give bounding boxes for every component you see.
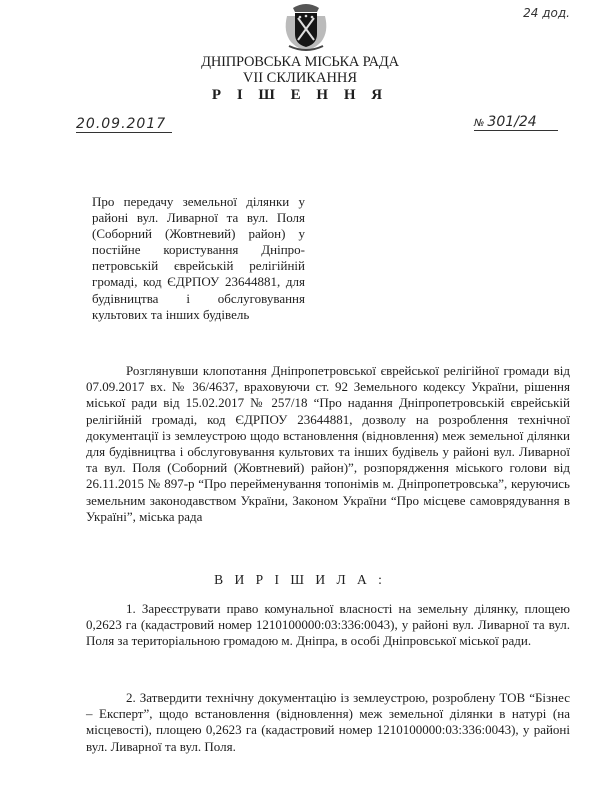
council-name: ДНІПРОВСЬКА МІСЬКА РАДА	[201, 54, 399, 70]
resolved-heading: В И Р І Ш И Л А :	[214, 572, 386, 587]
resolution-item-1: 1. Зареєструвати право комунальної власності на земельну ділянку, площею 0,2623 га (кадастровий номер 1210100000:03:336:0043), у районі вул. Ливарної та вул. Поля за територіальною громадою м. Дніпра, в особі Дніпровської міської ради.	[86, 601, 570, 649]
number-sign: №	[474, 118, 485, 129]
resolution-item-2: 2. Затвердити технічну документацію із землеустрою, розроблену ТОВ “Бізнес – Експерт”, щодо встановлення (відновлення) меж земельної ділянки в натурі (на місцевості), площею 0,2623 га (кадастровий номер 1210100000:03:336:0043), у районі вул. Ливарної та вул. Поля.	[86, 690, 570, 754]
convocation: VII СКЛИКАННЯ	[242, 70, 358, 86]
handwritten-note: 24 дод.	[523, 6, 570, 20]
coat-of-arms-icon	[283, 2, 329, 52]
document-type: Р І Ш Е Н Н Я	[211, 87, 389, 103]
decision-subject: Про передачу земельної ділянки у районі вул. Ливарної та вул. Поля (Соборний (Жовтневий) район) у постійне користування Дніпро-петровській єврейській релігійній громаді, код ЄДРПОУ 23644881, для будівництва і обслуговування культових та інших будівель	[92, 194, 305, 322]
decision-number	[474, 114, 558, 131]
number-value: 301/24	[487, 114, 537, 130]
preamble-paragraph: Розглянувши клопотання Дніпропетровської єврейської релігійної громади від 07.09.2017 вх. № 36/4637, враховуючи ст. 92 Земельного кодексу України, рішення міської ради від 15.02.2017 № 257/18 “Про надання Дніпропетровській єврейській релігійній громаді, код ЄДРПОУ 23644881, дозволу на розроблення технічної документації із землеустрою щодо встановлення (відновлення) меж земельної ділянки для будівництва і обслуговування культових та інших будівель у районі вул. Ливарної та вул. Поля (Соборний (Жовтневий) район)”, розпорядження міського голови від 26.11.2015 № 897-р “Про перейменування топонімів м. Дніпропетровська”, керуючись земельним законодавством України, Законом України “Про місцеве самоврядування в Україні”, міська рада	[86, 363, 570, 524]
decision-date: 20.09.2017	[76, 116, 172, 133]
